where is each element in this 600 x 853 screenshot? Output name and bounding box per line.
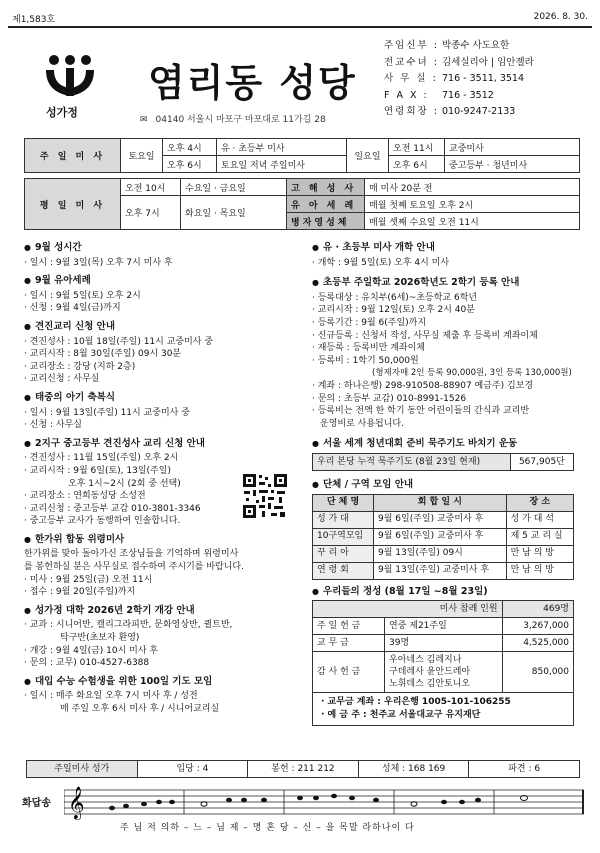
table-row: 10구역모임 9월 6일(주일) 교중미사 후 제 5 교 리 실 — [313, 528, 574, 545]
section-offering: ● 우리들의 정성 (8월 17일 ~8월 23일) 미사 참례 인원 469명 주 일 헌 금 연중 제21주일 3,267,000 교 무 금 39명 4,525,000 감 사 헌 금 우아네스 김레지나 구데레사 윤안드레아 노휘데스 김안토니오 850,000 · 교무금 계좌 : 우리은행 1005-101-106255 · 예 금 주 : 천주교 서울대교구 유지재단 — [312, 586, 582, 727]
issue-number: 제1,583호 — [12, 15, 56, 25]
weekday-mass-table: 평 일 미 사 오전 10시 수요일 · 금요일 고 해 성 사 매 미사 20분 전 오후 7시 화요일 · 목요일 유 아 세 례 매월 첫째 토요일 오후 2시 병자영성체 매월 셋째 수요일 오전 11시 — [24, 178, 580, 230]
right-column — [312, 242, 582, 726]
section-college: ● 성가정 대학 2026년 2학기 개강 안내 · 교과 : 시니어반, 캘리그라피반, 문화영상반, 퀼트반, 탁구반(초보자 환영) · 개강 : 9월 4일(금) 10시 미사 후 · 문의 : 교무) 010-4527-6388 — [24, 605, 300, 670]
section-infant-baptism: ● 9월 유아세례 · 일시 : 9월 5일(토) 오후 2시 · 신청 : 9월 4일(금)까지 — [24, 275, 300, 315]
groups-table: 단 체 명 회 합 일 시 장 소 성 가 대 9월 6일(주일) 교중미사 후 성 가 대 석 10구역모임 9월 6일(주일) 교중미사 후 제 5 교 리 실 꾸 리 아 9월 13일(주일) 09시 만 남 의 방 연 령 회 9월 13일(주일) 교중미사 후 만 남 의 방 — [312, 494, 574, 580]
parish-address: ✉ 04140 서울시 마포구 마포대로 11가길 28 — [140, 115, 326, 125]
logo-text: 성가정 — [46, 106, 78, 119]
issue-date: 2026. 8. 30. — [533, 12, 588, 22]
section-groups: ● 단체 / 구역 모임 안내 단 체 명 회 합 일 시 장 소 성 가 대 9월 6일(주일) 교중미사 후 성 가 대 석 10구역모임 9월 6일(주일) 교중미사 후 제 5 교 리 실 꾸 리 아 9월 13일(주일) 09시 만 남 의 방 연 령 회 9월 13일(주일) 교중미사 후 만 남 의 방 — [312, 479, 582, 580]
parish-info: 주임신부 : 박종수 사도요한 전교수녀 : 김세실리아 | 임안젤라 사 무 실 : 716 - 3511, 3514 F A X : 716 - 3512 연령회장 : 010-9247-2133 — [384, 40, 534, 117]
mail-icon: ✉ — [140, 115, 148, 125]
offering-table: 미사 참례 인원 469명 주 일 헌 금 연중 제21주일 3,267,000 교 무 금 39명 4,525,000 감 사 헌 금 우아네스 김레지나 구데레사 윤안드레아 노휘데스 김안토니오 850,000 · 교무금 계좌 : 우리은행 1005-101-106255 · 예 금 주 : 천주교 서울대교구 유지재단 — [312, 600, 574, 726]
sunday-mass-table: 주 일 미 사 토요일 오후 4시 유 · 초등부 미사 일요일 오전 11시 교중미사 오후 6시 토요일 저녁 주일미사 오후 6시 중고등부 · 청년미사 — [24, 138, 580, 173]
section-sunday-school: ● 초등부 주일학교 2026학년도 2학기 등록 안내 · 등록대상 : 유치부(6세)~초등학교 6학년 · 교리시작 : 9월 12일(토) 오후 2시 40분 · 등록기간 : 9월 6(주일)까지 · 신규등록 : 신청서 작성, 사무실 제출 후 등록비 계좌이체 · 재등록 : 등록비만 계좌이체 · 등록비 : 1학기 50,000원 (형제자매 2인 등록 90,000원, 3인 등록 130,000원) · 계좌 : 하나은행) 298-910508-88907 예금주) 김보경 · 문의 : 초등부 교감) 010-8991-1526 · 등록비는 전액 한 학기 동안 어린이들의 간식과 교리반 운영비로 사용됩니다. — [312, 277, 582, 430]
top-bar — [8, 6, 592, 28]
hymn-bar: 주일미사 성가 입당 : 4 봉헌 : 211 212 성체 : 168 169 파견 : 6 — [26, 760, 580, 778]
parish-name: 염리동 성당 — [148, 61, 357, 105]
section-youth-confirmation: ● 2지구 중고등부 견진성사 교리 신청 안내 · 견진성사 : 11월 15일(주일) 오후 2시 · 교리시작 : 9월 6일(토), 13일(주일) 오후 1시~2시 (2회 중 선택) · 교리장소 : 연희동성당 소성전 · 교리신청 : 중고등부 교감 010-3801-3346 · 중고등부 교사가 동행하여 인솔합니다. — [24, 438, 300, 528]
section-youth-mass: ● 유 · 초등부 미사 개학 안내 · 개학 : 9월 5일(토) 오후 4시 미사 — [312, 242, 582, 269]
parish-logo — [40, 52, 100, 122]
section-unborn-blessing: ● 태중의 아기 축복식 · 일시 : 9월 13일(주일) 11시 교중미사 중 · 신청 : 사무실 — [24, 392, 300, 432]
section-holy-hour: ● 9월 성시간 · 일시 : 9월 3일(목) 오후 7시 미사 후 — [24, 242, 300, 269]
psalm-lyrics: 주 님 저 의하 – 느 – 님 제 – 명 혼 당 – 신 – 을 목말 라하나이 다 — [120, 823, 415, 833]
table-row: 꾸 리 아 9월 13일(주일) 09시 만 남 의 방 — [313, 545, 574, 562]
table-row: 연 령 회 9월 13일(주일) 교중미사 후 만 남 의 방 — [313, 562, 574, 579]
section-memorial-mass: ● 한가위 합동 위령미사 한가위를 맞아 돌아가신 조상님들을 기억하며 위령미사 를 봉헌하실 분은 사무실로 접수하여 주시기를 바랍니다. · 미사 : 9월 25일(금) 오전 11시 · 접수 : 9월 20일(주일)까지 — [24, 534, 300, 599]
psalm-label: 화답송 — [22, 798, 51, 809]
section-confirmation: ● 견진교리 신청 안내 · 견진성사 : 10월 18일(주일) 11시 교중미사 중 · 교리시작 : 8월 30일(주일) 09시 30분 · 교리장소 : 강당 (지하 2층) · 교리신청 : 사무실 — [24, 321, 300, 386]
section-wyd-rosary: ● 서울 세계 청년대회 준비 묵주기도 바치기 운동 우리 본당 누적 묵주기도 (8월 23일 현재) 567,905단 — [312, 438, 582, 471]
svg-text:𝄞: 𝄞 — [68, 786, 85, 819]
table-row: 성 가 대 9월 6일(주일) 교중미사 후 성 가 대 석 — [313, 511, 574, 528]
music-staff — [64, 784, 584, 820]
section-exam-prayer: ● 대입 수능 수험생을 위한 100일 기도 모임 · 일시 : 매주 화요일 오후 7시 미사 후 / 성전 매 주일 오후 6시 미사 후 / 시니어교리실 — [24, 676, 300, 716]
qr-code — [242, 473, 288, 519]
